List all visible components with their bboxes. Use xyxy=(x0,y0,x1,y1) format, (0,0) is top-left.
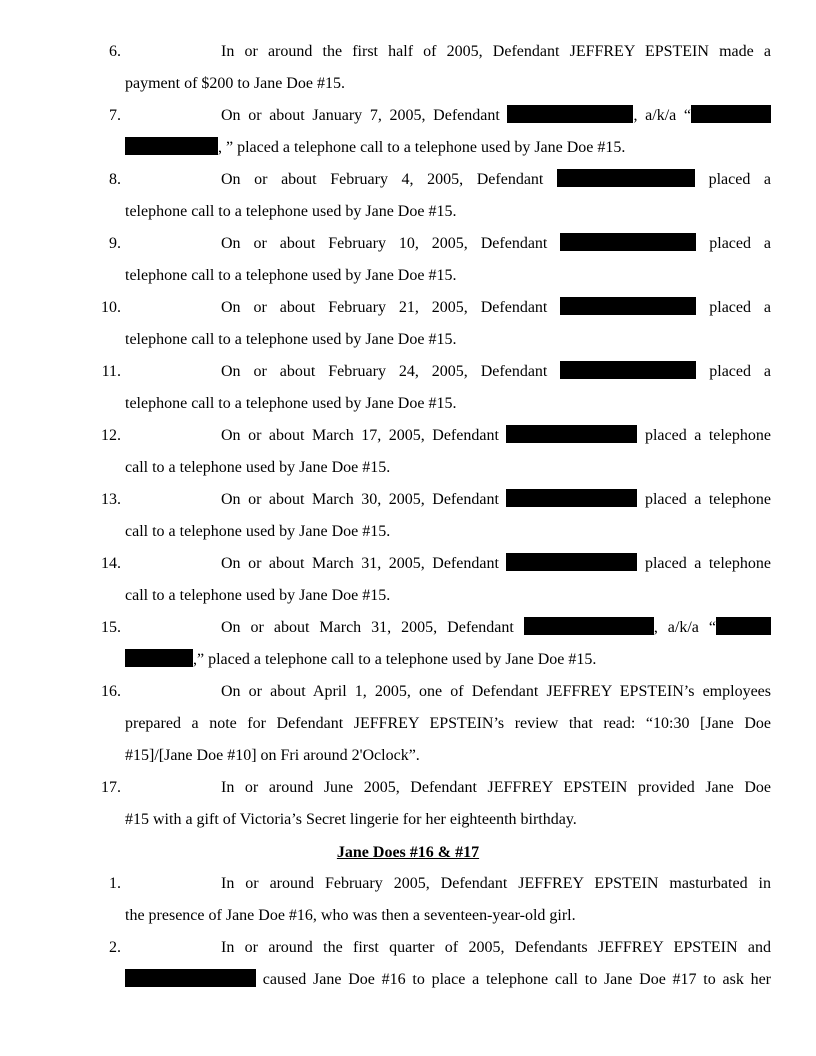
paragraph-line xyxy=(221,356,771,388)
paragraph-text: placed a xyxy=(709,363,772,380)
paragraph-line xyxy=(125,644,771,676)
paragraph-line: telephone call to a telephone used by Jane Doe #15. xyxy=(125,267,457,284)
paragraph-line: In or around the first half of 2005, Defendant JEFFREY EPSTEIN made a xyxy=(221,43,771,60)
paragraph-text: On or about February 21, 2005, Defendant xyxy=(221,299,548,316)
paragraph-line: On or about April 1, 2005, one of Defendant JEFFREY EPSTEIN’s employees xyxy=(221,683,771,700)
paragraph-line: In or around February 2005, Defendant JEFFREY EPSTEIN masturbated in xyxy=(221,875,771,892)
paragraph-line xyxy=(221,420,771,452)
redaction-block xyxy=(716,617,771,635)
redaction-block xyxy=(125,137,218,155)
paragraph-text: On or about January 7, 2005, Defendant xyxy=(221,107,500,124)
paragraph-number: 13. xyxy=(101,491,121,508)
paragraph-line xyxy=(125,132,771,164)
paragraph-number: 9. xyxy=(109,235,121,252)
paragraph-line: In or around June 2005, Defendant JEFFREY EPSTEIN provided Jane Doe xyxy=(221,779,771,796)
paragraph-line: telephone call to a telephone used by Jane Doe #15. xyxy=(125,395,457,412)
paragraph-number: 1. xyxy=(109,875,121,892)
paragraph-line: the presence of Jane Doe #16, who was then a seventeen-year-old girl. xyxy=(125,907,576,924)
redaction-block xyxy=(691,105,771,123)
paragraph-line: In or around the first quarter of 2005, Defendants JEFFREY EPSTEIN and xyxy=(221,939,771,956)
paragraph-text: placed a telephone xyxy=(644,555,772,572)
paragraph-line xyxy=(221,164,771,196)
paragraph-number: 17. xyxy=(101,779,121,796)
paragraph-line xyxy=(125,964,771,996)
paragraph-text: On or about February 4, 2005, Defendant xyxy=(221,171,544,188)
paragraph-text: caused Jane Doe #16 to place a telephone call to Jane Doe #17 to ask her xyxy=(262,971,772,988)
paragraph-line xyxy=(221,484,771,516)
paragraph-text: , a/k/a “ xyxy=(653,619,717,636)
paragraph-number: 6. xyxy=(109,43,121,60)
paragraph-number: 7. xyxy=(109,107,121,124)
paragraph-line xyxy=(221,292,771,324)
paragraph-line: telephone call to a telephone used by Jane Doe #15. xyxy=(125,203,457,220)
redaction-block xyxy=(557,169,695,187)
paragraph-text: On or about March 30, 2005, Defendant xyxy=(221,491,499,508)
paragraph-line: telephone call to a telephone used by Jane Doe #15. xyxy=(125,331,457,348)
redaction-block xyxy=(560,361,696,379)
paragraph-text: ,” placed a telephone call to a telephone used by Jane Doe #15. xyxy=(193,651,597,668)
redaction-block xyxy=(560,297,696,315)
paragraph-number: 16. xyxy=(101,683,121,700)
paragraph-line: call to a telephone used by Jane Doe #15. xyxy=(125,523,391,540)
paragraph-line: #15]/[Jane Doe #10] on Fri around 2'Oclock”. xyxy=(125,747,420,764)
section-heading: Jane Does #16 & #17 xyxy=(336,844,480,861)
paragraph-text: On or about March 31, 2005, Defendant xyxy=(221,619,514,636)
paragraph-line: payment of $200 to Jane Doe #15. xyxy=(125,75,345,92)
redaction-block xyxy=(560,233,696,251)
paragraph-text: placed a xyxy=(709,299,772,316)
paragraph-line xyxy=(221,548,771,580)
redaction-block xyxy=(506,489,637,507)
paragraph-text: On or about February 10, 2005, Defendant xyxy=(221,235,548,252)
paragraph-text: placed a xyxy=(708,171,772,188)
redaction-block xyxy=(507,105,633,123)
paragraph-line: #15 with a gift of Victoria’s Secret lingerie for her eighteenth birthday. xyxy=(125,811,577,828)
paragraph-text: , ” placed a telephone call to a telephone used by Jane Doe #15. xyxy=(218,139,626,156)
paragraph-text: placed a xyxy=(709,235,772,252)
paragraph-text: On or about February 24, 2005, Defendant xyxy=(221,363,548,380)
paragraph-line: call to a telephone used by Jane Doe #15. xyxy=(125,459,391,476)
redaction-block xyxy=(125,969,256,987)
paragraph-number: 11. xyxy=(101,363,121,380)
paragraph-number: 12. xyxy=(101,427,121,444)
paragraph-text: placed a telephone xyxy=(644,491,772,508)
paragraph-line xyxy=(221,612,771,644)
paragraph-number: 15. xyxy=(101,619,121,636)
paragraph-text: , a/k/a “ xyxy=(633,107,692,124)
redaction-block xyxy=(125,649,193,667)
paragraph-line xyxy=(221,100,771,132)
paragraph-number: 8. xyxy=(109,171,121,188)
paragraph-text: On or about March 17, 2005, Defendant xyxy=(221,427,499,444)
paragraph-text: On or about March 31, 2005, Defendant xyxy=(221,555,499,572)
redaction-block xyxy=(506,553,637,571)
paragraph-number: 10. xyxy=(101,299,121,316)
paragraph-line: prepared a note for Defendant JEFFREY EPSTEIN’s review that read: “10:30 [Jane Doe xyxy=(125,715,771,732)
redaction-block xyxy=(524,617,654,635)
paragraph-line xyxy=(221,228,771,260)
paragraph-number: 14. xyxy=(101,555,121,572)
paragraph-text: placed a telephone xyxy=(644,427,772,444)
redaction-block xyxy=(506,425,637,443)
paragraph-line: call to a telephone used by Jane Doe #15. xyxy=(125,587,391,604)
paragraph-number: 2. xyxy=(109,939,121,956)
